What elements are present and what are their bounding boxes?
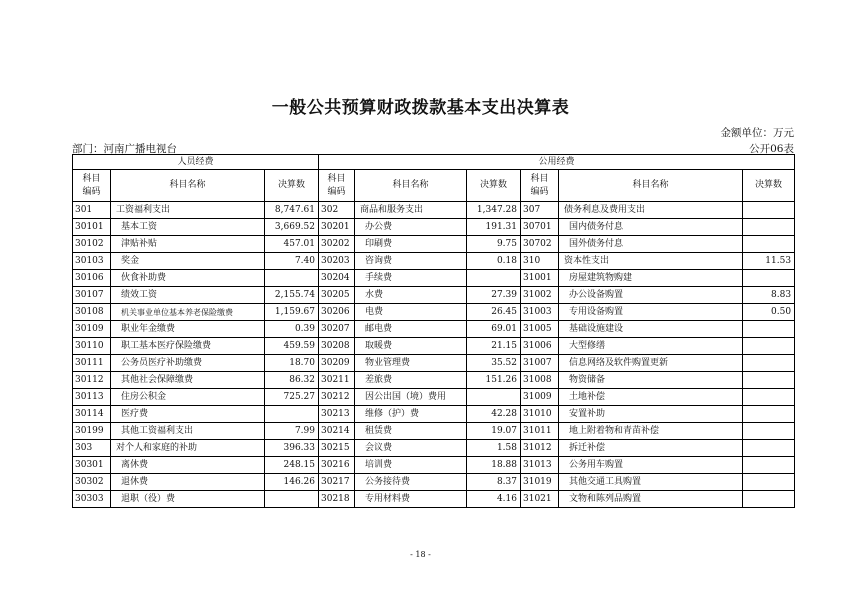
code-cell: 30217 [319,474,355,491]
code-cell: 30101 [73,219,111,236]
amount-cell: 18.88 [467,457,521,474]
name-cell: 公务接待费 [355,474,467,491]
column-header-amount: 决算数 [467,170,521,202]
amount-cell: 0.18 [467,253,521,270]
code-cell: 30218 [319,491,355,508]
table-row [73,270,795,287]
amount-cell: 7.40 [265,253,319,270]
amount-cell: 26.45 [467,304,521,321]
table-row [73,372,795,389]
amount-cell: 2,155.74 [265,287,319,304]
code-cell: 303 [73,440,111,457]
code-cell: 30112 [73,372,111,389]
name-cell: 商品和服务支出 [355,202,467,219]
code-cell: 30201 [319,219,355,236]
amount-cell: 19.07 [467,423,521,440]
name-cell: 专用设备购置 [559,304,743,321]
name-cell: 咨询费 [355,253,467,270]
name-cell: 离休费 [111,457,265,474]
name-cell: 土地补偿 [559,389,743,406]
column-header-code: 科目 编码 [319,170,355,202]
amount-cell [743,338,795,355]
code-cell: 30203 [319,253,355,270]
amount-cell: 8,747.61 [265,202,319,219]
name-cell: 奖金 [111,253,265,270]
name-cell: 拆迁补偿 [559,440,743,457]
amount-cell [743,406,795,423]
amount-cell [743,440,795,457]
name-cell: 专用材料费 [355,491,467,508]
name-cell: 手续费 [355,270,467,287]
code-cell: 30205 [319,287,355,304]
amount-cell [743,202,795,219]
amount-cell: 86.32 [265,372,319,389]
code-cell: 30110 [73,338,111,355]
name-cell: 医疗费 [111,406,265,423]
page-number: - 18 - [410,550,431,559]
name-cell: 租赁费 [355,423,467,440]
name-cell: 物资储备 [559,372,743,389]
amount-cell [743,219,795,236]
amount-cell: 7.99 [265,423,319,440]
table-row [73,202,795,219]
amount-cell [743,355,795,372]
code-cell: 30216 [319,457,355,474]
amount-cell [743,372,795,389]
amount-cell [743,457,795,474]
code-cell: 30199 [73,423,111,440]
code-cell: 30302 [73,474,111,491]
code-cell: 30214 [319,423,355,440]
amount-cell: 8.83 [743,287,795,304]
amount-unit: 金额单位：万元 [720,127,794,139]
amount-cell: 457.01 [265,236,319,253]
table-row [73,491,795,508]
name-cell: 其他社会保障缴费 [111,372,265,389]
column-header-name: 科目名称 [559,170,743,202]
code-cell: 30114 [73,406,111,423]
amount-cell [743,321,795,338]
code-cell: 30108 [73,304,111,321]
name-cell: 机关事业单位基本养老保险缴费 [111,304,265,321]
code-cell: 30107 [73,287,111,304]
amount-cell [743,491,795,508]
code-cell: 310 [521,253,559,270]
name-cell: 伙食补助费 [111,270,265,287]
name-cell: 绩效工资 [111,287,265,304]
name-cell: 办公设备购置 [559,287,743,304]
amount-cell: 1.58 [467,440,521,457]
amount-cell [265,491,319,508]
code-cell: 30113 [73,389,111,406]
department-label: 部门：河南广播电视台 [72,143,177,155]
name-cell: 房屋建筑物购建 [559,270,743,287]
code-cell: 30207 [319,321,355,338]
name-cell: 物业管理费 [355,355,467,372]
code-cell: 31006 [521,338,559,355]
amount-cell: 27.39 [467,287,521,304]
code-cell: 30109 [73,321,111,338]
name-cell: 其他交通工具购置 [559,474,743,491]
column-header-name: 科目名称 [355,170,467,202]
table-row [73,355,795,372]
amount-cell [743,474,795,491]
name-cell: 职工基本医疗保险缴费 [111,338,265,355]
amount-cell: 42.28 [467,406,521,423]
code-cell: 30213 [319,406,355,423]
amount-cell [743,423,795,440]
amount-cell: 725.27 [265,389,319,406]
code-cell: 31007 [521,355,559,372]
code-cell: 31013 [521,457,559,474]
amount-cell: 8.37 [467,474,521,491]
amount-cell [467,270,521,287]
code-cell: 31005 [521,321,559,338]
public-expense-header: 公用经费 [319,155,795,170]
code-cell: 30111 [73,355,111,372]
table-row [73,474,795,491]
amount-cell: 151.26 [467,372,521,389]
name-cell: 印刷费 [355,236,467,253]
name-cell: 差旅费 [355,372,467,389]
name-cell: 电费 [355,304,467,321]
name-cell: 津贴补贴 [111,236,265,253]
code-cell: 31012 [521,440,559,457]
code-cell: 31010 [521,406,559,423]
expenditure-table [72,154,795,508]
amount-cell: 69.01 [467,321,521,338]
name-cell: 公务员医疗补助缴费 [111,355,265,372]
name-cell: 国内债务付息 [559,219,743,236]
code-cell: 31019 [521,474,559,491]
name-cell: 债务利息及费用支出 [559,202,743,219]
amount-cell: 21.15 [467,338,521,355]
amount-cell: 11.53 [743,253,795,270]
amount-cell: 459.59 [265,338,319,355]
code-cell: 307 [521,202,559,219]
amount-cell: 0.39 [265,321,319,338]
name-cell: 信息网络及软件购置更新 [559,355,743,372]
table-row [73,457,795,474]
code-cell: 30211 [319,372,355,389]
code-cell: 30209 [319,355,355,372]
amount-cell: 0.50 [743,304,795,321]
amount-cell [743,389,795,406]
code-cell: 31021 [521,491,559,508]
table-row [73,406,795,423]
code-cell: 30208 [319,338,355,355]
name-cell: 水费 [355,287,467,304]
code-cell: 302 [319,202,355,219]
code-cell: 30102 [73,236,111,253]
name-cell: 大型修缮 [559,338,743,355]
table-row [73,304,795,321]
name-cell: 退休费 [111,474,265,491]
code-cell: 30303 [73,491,111,508]
name-cell: 职业年金缴费 [111,321,265,338]
code-cell: 301 [73,202,111,219]
table-row [73,219,795,236]
name-cell: 其他工资福利支出 [111,423,265,440]
name-cell: 邮电费 [355,321,467,338]
table-row [73,389,795,406]
column-header-code: 科目 编码 [73,170,111,202]
amount-cell: 9.75 [467,236,521,253]
amount-cell [265,270,319,287]
amount-cell: 1,159.67 [265,304,319,321]
name-cell: 工资福利支出 [111,202,265,219]
name-cell: 办公费 [355,219,467,236]
table-row [73,321,795,338]
table-row [73,253,795,270]
name-cell: 公务用车购置 [559,457,743,474]
code-cell: 31011 [521,423,559,440]
code-cell: 30106 [73,270,111,287]
code-cell: 30701 [521,219,559,236]
name-cell: 资本性支出 [559,253,743,270]
name-cell: 对个人和家庭的补助 [111,440,265,457]
personnel-expense-header: 人员经费 [73,155,319,170]
name-cell: 文物和陈列品购置 [559,491,743,508]
code-cell: 30215 [319,440,355,457]
amount-cell: 18.70 [265,355,319,372]
table-row [73,287,795,304]
amount-cell: 248.15 [265,457,319,474]
amount-cell: 191.31 [467,219,521,236]
amount-cell [743,236,795,253]
code-cell: 30204 [319,270,355,287]
code-cell: 30206 [319,304,355,321]
name-cell: 取暖费 [355,338,467,355]
name-cell: 维修（护）费 [355,406,467,423]
amount-cell [265,406,319,423]
code-cell: 30702 [521,236,559,253]
name-cell: 安置补助 [559,406,743,423]
code-cell: 30212 [319,389,355,406]
column-header-name: 科目名称 [111,170,265,202]
table-row [73,338,795,355]
amount-cell: 35.52 [467,355,521,372]
amount-cell: 3,669.52 [265,219,319,236]
column-header-amount: 决算数 [743,170,795,202]
code-cell: 30202 [319,236,355,253]
report-title: 一般公共预算财政拨款基本支出决算表 [271,98,570,118]
table-row [73,236,795,253]
column-header-code: 科目 编码 [521,170,559,202]
code-cell: 31001 [521,270,559,287]
table-code: 公开06表 [749,143,794,155]
code-cell: 31002 [521,287,559,304]
name-cell: 国外债务付息 [559,236,743,253]
name-cell: 住房公积金 [111,389,265,406]
code-cell: 30301 [73,457,111,474]
amount-cell [467,389,521,406]
code-cell: 31003 [521,304,559,321]
table-row [73,440,795,457]
name-cell: 基本工资 [111,219,265,236]
amount-cell: 1,347.28 [467,202,521,219]
table-row [73,423,795,440]
name-cell: 会议费 [355,440,467,457]
name-cell: 培训费 [355,457,467,474]
code-cell: 31008 [521,372,559,389]
amount-cell: 146.26 [265,474,319,491]
amount-cell [743,270,795,287]
name-cell: 基础设施建设 [559,321,743,338]
column-header-amount: 决算数 [265,170,319,202]
name-cell: 地上附着物和青苗补偿 [559,423,743,440]
name-cell: 退职（役）费 [111,491,265,508]
name-cell: 因公出国（境）费用 [355,389,467,406]
code-cell: 30103 [73,253,111,270]
amount-cell: 4.16 [467,491,521,508]
amount-cell: 396.33 [265,440,319,457]
code-cell: 31009 [521,389,559,406]
